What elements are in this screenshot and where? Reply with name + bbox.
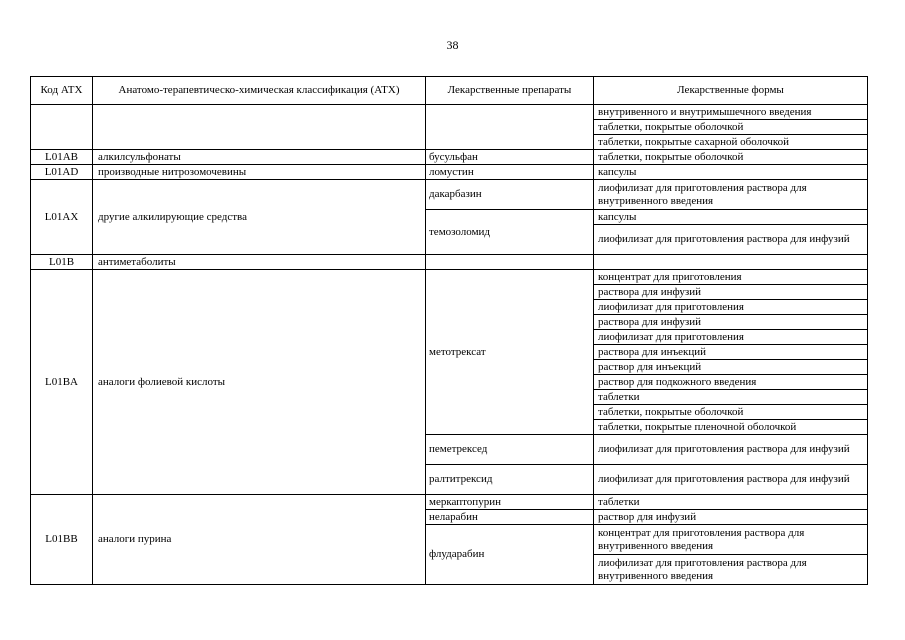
atc-code-cell: L01BA [31, 270, 93, 495]
drug-name-cell: бусульфан [426, 150, 594, 165]
table-row [31, 105, 868, 120]
classification-cell: аналоги пурина [93, 495, 426, 585]
page-number: 38 [446, 38, 459, 52]
drug-name-cell: флударабин [426, 525, 594, 585]
drug-name-cell: метотрексат [426, 270, 594, 435]
classification-cell: другие алкилирующие средства [93, 180, 426, 255]
classification-cell [93, 105, 426, 150]
drug-name-cell: ралтитрексид [426, 465, 594, 495]
dosage-form-cell: лиофилизат для приготовления раствора для инфузий [594, 225, 868, 255]
dosage-form-cell [594, 255, 868, 270]
dosage-form-cell: раствора для инъекций [594, 345, 868, 360]
drug-name-cell: неларабин [426, 510, 594, 525]
header-forms: Лекарственные формы [594, 77, 868, 105]
classification-cell: антиметаболиты [93, 255, 426, 270]
table-row [31, 495, 868, 510]
table-row [31, 150, 868, 165]
dosage-form-cell: капсулы [594, 210, 868, 225]
dosage-form-cell: лиофилизат для приготовления [594, 300, 868, 315]
dosage-form-cell: раствор для инфузий [594, 510, 868, 525]
dosage-form-cell: капсулы [594, 165, 868, 180]
table-header-row [31, 77, 868, 105]
drug-name-cell: пеметрексед [426, 435, 594, 465]
table-row [31, 165, 868, 180]
dosage-form-cell: таблетки, покрытые оболочкой [594, 405, 868, 420]
dosage-form-cell: таблетки, покрытые оболочкой [594, 120, 868, 135]
dosage-form-cell: внутривенного и внутримышечного введения [594, 105, 868, 120]
atc-code-cell: L01AX [31, 180, 93, 255]
drug-name-cell: ломустин [426, 165, 594, 180]
dosage-form-cell: таблетки [594, 390, 868, 405]
dosage-form-cell: лиофилизат для приготовления [594, 330, 868, 345]
dosage-form-cell: концентрат для приготовления [594, 270, 868, 285]
dosage-form-cell: лиофилизат для приготовления раствора для внутривенного введения [594, 555, 868, 585]
header-classification: Анатомо-терапевтическо-химическая классификация (АТХ) [93, 77, 426, 105]
atc-code-cell: L01B [31, 255, 93, 270]
atc-drug-table [30, 76, 868, 585]
atc-code-cell: L01AD [31, 165, 93, 180]
table-row [31, 180, 868, 210]
atc-code-cell: L01BB [31, 495, 93, 585]
table-row [31, 270, 868, 285]
dosage-form-cell: таблетки, покрытые пленочной оболочкой [594, 420, 868, 435]
dosage-form-cell: раствора для инфузий [594, 285, 868, 300]
classification-cell: производные нитрозомочевины [93, 165, 426, 180]
drug-name-cell: меркаптопурин [426, 495, 594, 510]
classification-cell: алкилсульфонаты [93, 150, 426, 165]
drug-name-cell: темозоломид [426, 210, 594, 255]
dosage-form-cell: лиофилизат для приготовления раствора для инфузий [594, 465, 868, 495]
drug-name-cell [426, 105, 594, 150]
dosage-form-cell: раствора для инфузий [594, 315, 868, 330]
dosage-form-cell: лиофилизат для приготовления раствора для инфузий [594, 435, 868, 465]
dosage-form-cell: таблетки [594, 495, 868, 510]
dosage-form-cell: таблетки, покрытые сахарной оболочкой [594, 135, 868, 150]
dosage-form-cell: лиофилизат для приготовления раствора для внутривенного введения [594, 180, 868, 210]
dosage-form-cell: таблетки, покрытые оболочкой [594, 150, 868, 165]
drug-name-cell [426, 255, 594, 270]
header-code: Код АТХ [31, 77, 93, 105]
atc-code-cell: L01AB [31, 150, 93, 165]
table-row [31, 255, 868, 270]
drug-name-cell: дакарбазин [426, 180, 594, 210]
dosage-form-cell: раствор для инъекций [594, 360, 868, 375]
dosage-form-cell: концентрат для приготовления раствора для внутривенного введения [594, 525, 868, 555]
classification-cell: аналоги фолиевой кислоты [93, 270, 426, 495]
header-drugs: Лекарственные препараты [426, 77, 594, 105]
dosage-form-cell: раствор для подкожного введения [594, 375, 868, 390]
atc-code-cell [31, 105, 93, 150]
